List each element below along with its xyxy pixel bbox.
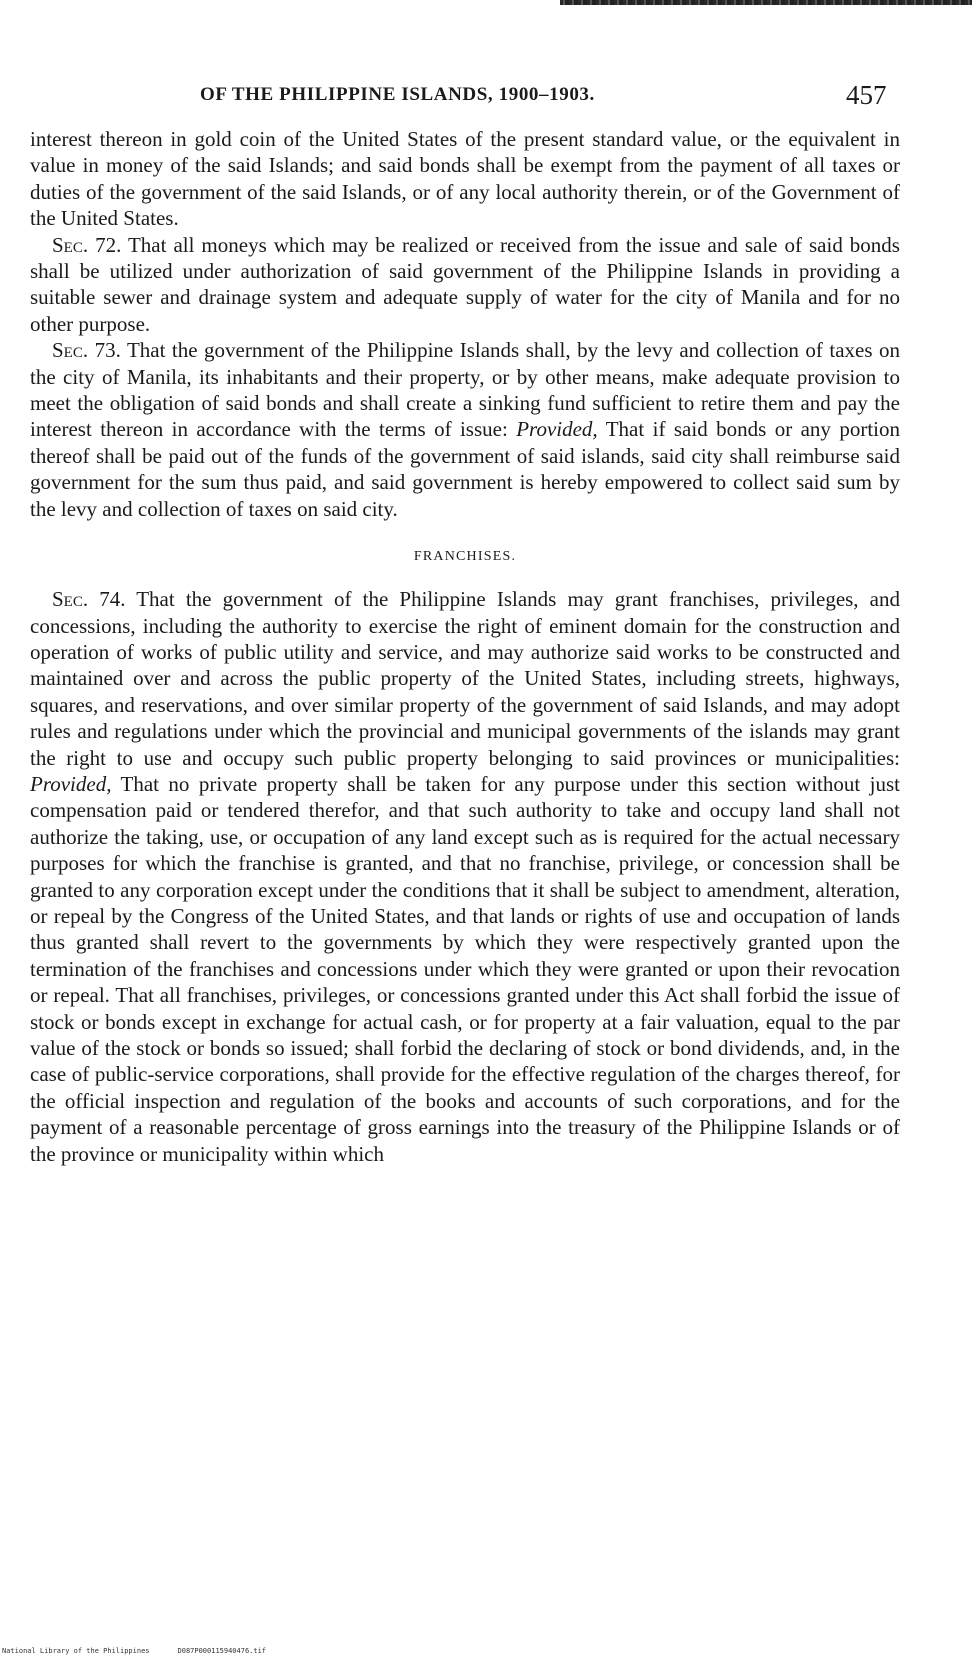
section-text-continued: That if said bonds or any portion thereof shall be paid out of the funds of the government of said islands, said city shall reimburse said government for the sum thus paid, and said government is hereby empowered to collect said sum by the levy and collection of taxes on said city. (30, 417, 900, 521)
section-72 (30, 232, 900, 338)
section-label: Sec. 74. (52, 587, 126, 612)
section-text: That the government of the Philippine Islands shall, by the levy and collection of taxes on the city of Manila, its inhabitants and their property, or by other means, make adequate provision to meet the obligation of said bonds and shall create a sinking fund sufficient to retire them and pay the interest thereon in accordance with the terms of issue: (30, 338, 900, 442)
section-label: Sec. 73. (52, 338, 121, 363)
section-73 (30, 337, 900, 522)
footer-file-id: D087P000115940476.tif (177, 1647, 267, 1655)
section-text: That all moneys which may be realized or received from the issue and sale of said bonds shall be utilized under authorization of said government of the Philippine Islands in providing a suitable sewer and drainage system and adequate supply of water for the city of Manila and for no other purpose. (30, 232, 900, 336)
provided-proviso: Provided, (30, 771, 112, 796)
page-number: 457 (846, 80, 887, 110)
paragraph-text: interest thereon in gold coin of the United States of the present standard value, or the equivalent in value in money of the said Islands; and said bonds shall be exempt from the payment of all taxes or duties of the government of the said Islands, or of any local authority therein, or of the Government of the United States. (30, 127, 900, 231)
provided-proviso: Provided, (516, 417, 598, 442)
running-head (0, 80, 972, 114)
paragraph-continuation (30, 126, 900, 232)
running-title: OF THE PHILIPPINE ISLANDS, 1900–1903. (200, 84, 595, 105)
scan-footer (2, 1647, 294, 1655)
section-heading: FRANCHISES. (413, 549, 517, 565)
section-text-continued: That no private property shall be taken for any purpose under this section without just compensation paid or tendered therefor, and that such authority to take and occupy land shall not authorize the taking, use, or occupation of any land except such as is required for the actual necessary purposes for which the franchise is granted, and that no franchise, privilege, or concession shall be granted to any corporation except under the conditions that it shall be subject to amendment, alteration, or repeal by the Congress of the United States, and that lands or rights of use and occupation of lands thus granted shall revert to the governments by which they were respectively granted upon the termination of the franchises and concessions under which they were granted or upon their revocation or repeal. That all franchises, privileges, or concessions granted under this Act shall forbid the issue of stock or bonds except in exchange for actual cash, or for property at a fair valuation, equal to the par value of the stock or bonds so issued; shall forbid the declaring of stock or bond dividends, and, in the case of public-service corporations, shall provide for the effective regulation of the charges thereof, for the official inspection and regulation of the books and accounts of such corporations, and for the payment of a reasonable percentage of gross earnings into the treasury of the Philippine Islands or of the province or municipality within which (30, 771, 900, 1166)
section-74 (30, 586, 900, 1167)
section-label: Sec. 72. (52, 232, 122, 257)
scan-top-edge (560, 0, 972, 5)
body-text (30, 126, 900, 1167)
section-text: That the government of the Philippine Islands may grant franchises, privileges, and concessions, including the authority to exercise the right of eminent domain for the construction and operation of works of public utility and service, and may authorize said works to be constructed and maintained over and across the public property of the United States, including streets, highways, squares, and reservations, and over similar property of the government of said Islands, and may adopt rules and regulations under which the provincial and municipal governments of the islands may grant the right to use and occupy such public property belonging to said provinces or municipalities: (30, 587, 900, 770)
footer-library: National Library of the Philippines (2, 1647, 150, 1655)
